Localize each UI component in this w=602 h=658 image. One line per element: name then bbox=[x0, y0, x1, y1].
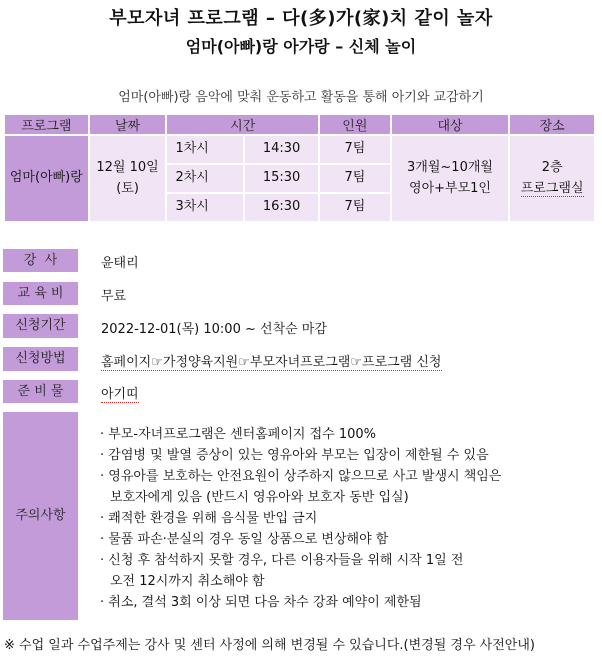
list-item: · 신청 후 참석하지 못할 경우, 다른 이용자들을 위해 시작 1일 전 bbox=[100, 553, 464, 568]
list-item: · 취소, 결석 3회 이상 되면 다음 차수 강좌 예약이 제한됨 bbox=[100, 595, 422, 610]
target-who: 영아+부모1인 bbox=[409, 180, 491, 196]
col-header-date: 날짜 bbox=[89, 114, 167, 135]
list-item: · 영유아를 보호하는 안전요원이 상주하지 않으므로 사고 발생시 책임은 bbox=[100, 469, 502, 484]
notes-list bbox=[100, 424, 501, 613]
place-floor: 2층 bbox=[541, 159, 563, 175]
list-item: 오전 12시까지 취소해야 함 bbox=[110, 574, 265, 589]
col-header-capacity: 인원 bbox=[319, 114, 391, 135]
capacity-cell: 7팀 bbox=[319, 164, 391, 193]
round-cell: 1차시 bbox=[166, 135, 244, 164]
method-value: 홈페이지☞가정양육지원☞부모자녀프로그램☞프로그램 신청 bbox=[101, 355, 442, 370]
col-header-time: 시간 bbox=[166, 114, 319, 135]
fee-value: 무료 bbox=[101, 289, 127, 304]
fee-label: 교 육 비 bbox=[3, 282, 78, 305]
instructor-label: 강 사 bbox=[3, 249, 78, 272]
program-description: 엄마(아빠)랑 음악에 맞춰 운동하고 활동을 통해 아기와 교감하기 bbox=[118, 90, 484, 105]
target-cell bbox=[391, 135, 510, 222]
notes-label: 주의사항 bbox=[3, 412, 78, 620]
place-room: 프로그램실 bbox=[520, 180, 584, 196]
place-cell bbox=[509, 135, 595, 222]
round-cell: 3차시 bbox=[166, 193, 244, 222]
weekday-line: (토) bbox=[116, 180, 139, 196]
program-cell: 엄마(아빠)랑 bbox=[4, 135, 89, 222]
round-cell: 2차시 bbox=[166, 164, 244, 193]
period-label: 신청기간 bbox=[3, 314, 78, 338]
method-label: 신청방법 bbox=[3, 347, 78, 371]
col-header-place: 장소 bbox=[509, 114, 595, 135]
page-title: 부모자녀 프로그램 – 다(多)가(家)치 같이 놀자 bbox=[109, 8, 493, 29]
prep-label: 준 비 물 bbox=[3, 380, 78, 403]
date-cell bbox=[89, 135, 167, 222]
capacity-cell: 7팀 bbox=[319, 193, 391, 222]
page-subtitle: 엄마(아빠)랑 아가랑 – 신체 놀이 bbox=[185, 37, 417, 56]
list-item: · 쾌적한 환경을 위해 음식물 반입 금지 bbox=[100, 511, 318, 526]
target-age: 3개월~10개월 bbox=[407, 159, 493, 175]
list-item: · 물품 파손·분실의 경우 동일 상품으로 변상해야 함 bbox=[100, 532, 389, 547]
col-header-target: 대상 bbox=[391, 114, 510, 135]
footer-notice: ※ 수업 일과 수업주제는 강사 및 센터 사정에 의해 변경될 수 있습니다.(변경될 경우 사전안내) bbox=[4, 638, 535, 653]
time-cell: 14:30 bbox=[244, 135, 319, 164]
date-line: 12월 10일 bbox=[96, 159, 159, 175]
schedule-header-row bbox=[4, 114, 595, 135]
schedule-table bbox=[3, 113, 596, 223]
capacity-cell: 7팀 bbox=[319, 135, 391, 164]
instructor-value: 윤태리 bbox=[101, 256, 139, 271]
table-row bbox=[4, 135, 595, 164]
prep-value: 아기띠 bbox=[101, 387, 139, 402]
list-item: · 부모-자녀프로그램은 센터홈페이지 접수 100% bbox=[100, 427, 377, 442]
col-header-program: 프로그램 bbox=[4, 114, 89, 135]
period-value: 2022-12-01(목) 10:00 ~ 선착순 마감 bbox=[101, 322, 327, 337]
list-item: · 감염병 및 발열 증상이 있는 영유아와 부모는 입장이 제한될 수 있음 bbox=[100, 448, 489, 463]
time-cell: 15:30 bbox=[244, 164, 319, 193]
time-cell: 16:30 bbox=[244, 193, 319, 222]
list-item: 보호자에게 있음 (반드시 영유아와 보호자 동반 입실) bbox=[110, 490, 409, 505]
